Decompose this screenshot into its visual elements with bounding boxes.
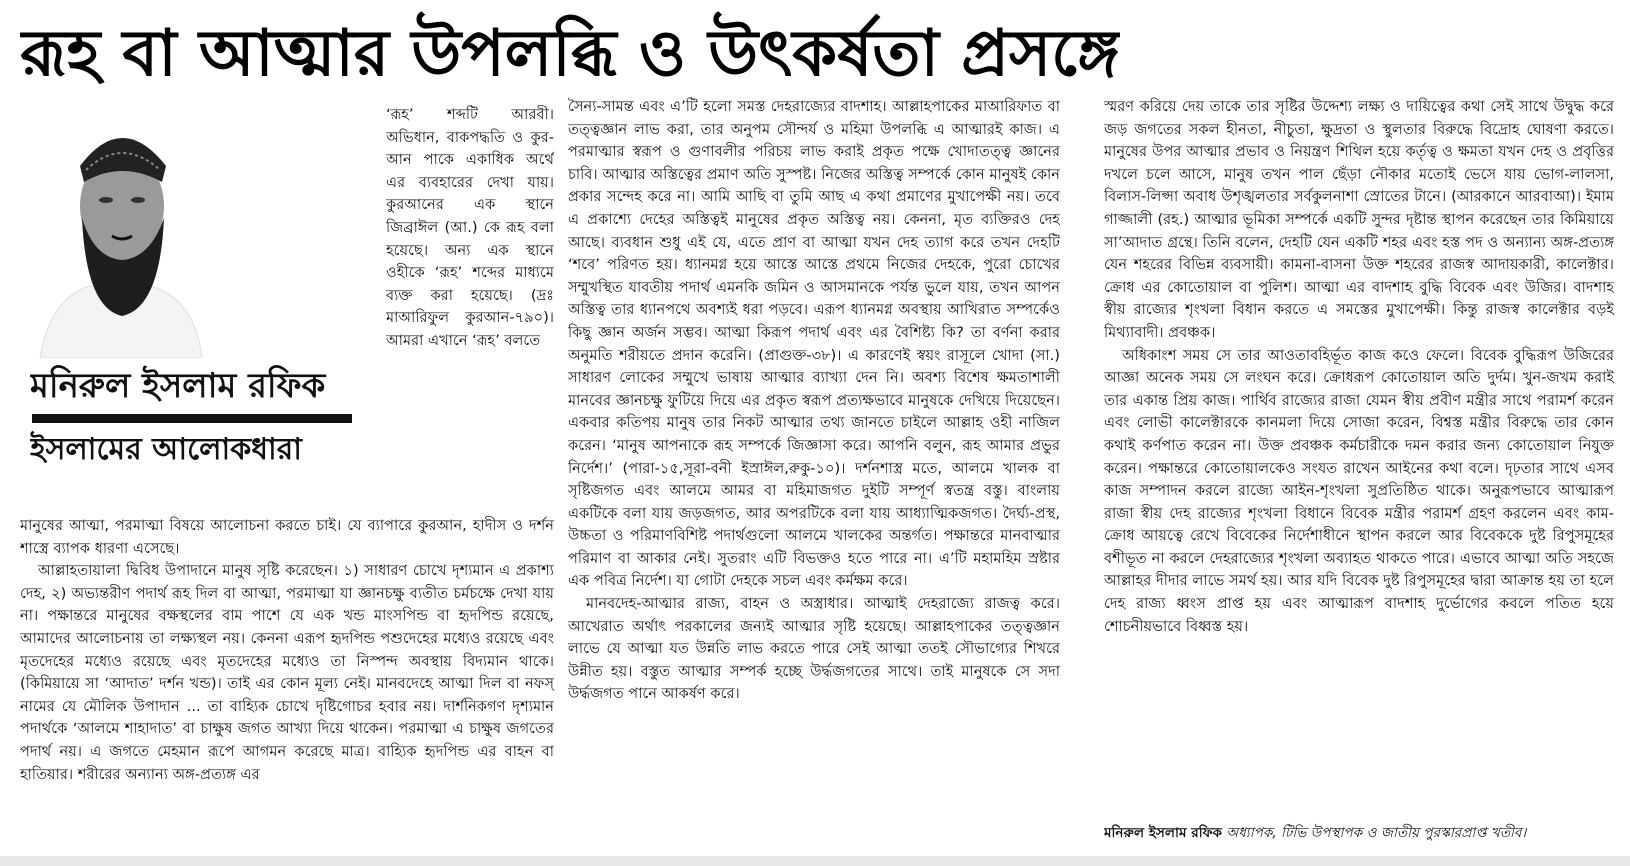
paragraph: আল্লাহতায়ালা দ্বিবিধ উপাদানে মানুষ সৃষ্টি করেছেন। ১) সাধারণ চোখে দৃশ্যমান এ প্রকাশ্য দেহ, ২) অভ্যন্তরীণ পদার্থ রূহ দিল বা আত্মা, পরমাত্মা যা জ্ঞানচক্ষু ব্যতীত চর্মচক্ষে দেখা যায় না। পক্ষান্তরে মানুষের বক্ষস্থলের বাম পাশে যে এক খন্ড মাংসপিন্ড বা হৃদপিন্ড রয়েছে, আমাদের আলোচনায় তা লক্ষ্যস্থল নয়। কেননা এরূপ হৃদপিন্ড পশুদেহের মধ্যেও রয়েছে এবং মৃতদেহের মধ্যেও রয়েছে এবং মৃতদেহের মধ্যেও তা নিস্পন্দ অবস্থায় বিদ্যমান থাকে। (কিমিয়ায়ে সা ‘আদাত’ দর্শন খন্ড)। তাই এর কোন মূল্য নেই। মানবদেহে আত্মা দিল বা নফস্ নামের যে মৌলিক উপাদান ... তা বাহ্যিক চোখে দৃষ্টিগোচর হবার নয়। দার্শনিকগণ দৃশ্যমান পদার্থকে ‘আলমে শাহাদাত’ বা চাক্ষুষ জগত আখ্যা দিয়ে থাকেন। পরমাত্মা এ চাক্ষুষ জগতের পদার্থ নয়। এ জগতে মেহমান রূপে আগমন করেছে মাত্র। বাহ্যিক হৃদপিন্ড এর বাহন বা হাতিয়ার। শরীরের অন্যান্য অঙ্গ-প্রত্যঙ্গ এর — [20, 562, 554, 783]
paragraph: মানুষের আত্মা, পরমাত্মা বিষয়ে আলোচনা করতে চাই। যে ব্যাপারে কুরআন, হাদীস ও দর্শন শাস্ত্রে ব্যাপক ধারণা এসেছে। — [20, 517, 554, 557]
paragraph: সৈন্য-সামন্ত এবং এ’টি হলো সমস্ত দেহরাজ্যের বাদশাহ। আল্লাহপাকের মাআরিফাত বা তত্ত্বজ্ঞান লাভ করা, তার অনুপম সৌন্দর্য ও মহিমা উপলব্ধি এ আত্মারই কাজ। এ পরমাত্মার স্বরূপ ও গুণাবলীর পরিচয় লাভ করাই প্রকৃত পক্ষে খোদাতত্ত্ব জ্ঞানের চাবি। আত্মার অস্তিত্বের প্রমাণ অতি সুস্পষ্ট। নিজের অস্তিত্ব সম্পর্কে কোন মানুষই কোন প্রকার সন্দেহ করে না। আমি আছি বা তুমি আছ এ কথা প্রমাণের মুখাপেক্ষী নয়। তবে এ প্রকাশ্যে দেহের অস্তিত্বই মানুষের প্রকৃত অস্তিত্ব নয়। কেননা, মৃত ব্যক্তিরও দেহ আছে। ব্যবধান শুধু এই যে, এতে প্রাণ বা আত্মা যখন দেহ ত্যাগ করে তখন দেহটি ‘শবে’ পরিণত হয়। ধ্যানমগ্ন হয়ে আস্তে আস্তে প্রথমে নিজের দেহকে, পুরো চোখের সম্মুখস্থিত যাবতীয় পদার্থ এমনকি জমিন ও আসমানকে পর্যন্ত ভুলে যায়, তখন আপন অস্তিত্ব তার ধ্যানপথে অবশ্যই ধরা পড়বে। এরূপ ধ্যানমগ্ন অবস্থায় আখিরাত সম্পর্কেও কিছু জ্ঞান অর্জন সম্ভব। আত্মা কিরূপ পদার্থ এবং এর বৈশিষ্ট্য কি? তা বর্ণনা করার অনুমতি শরীয়তে প্রদান করেনি। (প্রাগুক্ত-৩৮)। এ কারণেই স্বয়ং রাসূলে খোদা (সা.) সাধারণ লোকের সম্মুখে ভাষায় আত্মার ব্যাখ্যা দেন নি। অবশ্য বিশেষ ক্ষমতাশালী মানবের জ্ঞানচক্ষু ফুটিয়ে দিয়ে এর প্রকৃত স্বরূপ প্রত্যক্ষভাবে মানুষকে দেখিয়ে দিয়েছেন। একবার কতিপয় মানুষ তার নিকট আত্মার তথ্য জানতে চাইলে আল্লাহ ওহী নাজিল করেন। ‘মানুষ আপনাকে রূহ সম্পর্কে জিজ্ঞাসা করে। আপনি বলুন, রূহ আমার প্রভুর নির্দেশ।’ (পারা-১৫,সূরা-বনী ইস্রাঈল,রুকু-১০)। দর্শনশাস্ত্র মতে, আলমে খালক বা সৃষ্টিজগত এবং আলমে আমর বা মহিমাজগত দুইটি সম্পূর্ণ স্বতন্ত্র বস্তু। বাংলায় একটিকে বলা যায় জড়জগত, আর অপরটিকে বলা যায় আধ্যাত্মিকজগত। দৈর্ঘ্য-প্রস্থ, উচ্চতা ও পরিমাণবিশিষ্ট পদার্থগুলো আলমে খালকের অন্তর্গত। পক্ষান্তরে মানবাত্মার পরিমাণ বা আকার নেই। সুতরাং এটি বিভক্তও হতে পারে না। এ’টি মহামহিম স্রষ্টার এক পবিত্র নির্দেশ। যা গোটা দেহকে সচল এবং কর্মক্ষম করে। — [568, 98, 1060, 590]
author-bio-name: মনিরুল ইসলাম রফিক — [1104, 825, 1223, 841]
paragraph: স্মরণ করিয়ে দেয় তাকে তার সৃষ্টির উদ্দেশ্য লক্ষ্য ও দায়িত্বের কথা সেই সাথে উদ্বুদ্ধ করে জড় জগতের সকল হীনতা, নীচুতা, ক্ষুদ্রতা ও স্থুলতার বিরুদ্ধে বিদ্রোহ ঘোষণা করতে। মানুষের উপর আত্মার প্রভাব ও নিয়ন্ত্রণ শিথিল হয়ে কর্তৃত্ব ও ক্ষমতা যখন দেহ ও প্রবৃত্তির দখলে চলে আসে, মানুষ তখন পাল ছেঁড়া নৌকার মতোই ভেসে যায় ভোগ-লালসা, বিলাস-লিপ্সা অবাধ উশৃঙ্খলতার সর্বকুলনাশা স্রোতের টানে। (আরকানে আরবাআ)। ইমাম গাজ্জালী (রহ.) আত্মার ভূমিকা সম্পর্কে একটি সুন্দর দৃষ্টান্ত স্থাপন করেছেন তার কিমিয়ায়ে সা’আদাত গ্রন্থে। তিনি বলেন, দেহটি যেন একটি শহর এবং হস্ত পদ ও অন্যান্য অঙ্গ-প্রত্যঙ্গ যেন শহরের বিভিন্ন ব্যবসায়ী। কামনা-বাসনা উক্ত শহরের রাজস্ব আদায়কারী, কালেক্টার। ক্রোধ এর কোতোয়াল বা পুলিশ। আত্মা এর বাদশাহ বুদ্ধি বিবেক এবং উজির। বাদশাহ স্বীয় রাজ্যের শৃংখলা বিধান করতে এ সমস্তের মুখাপেক্ষী। কিন্তু রাজস্ব কালেক্টার বড়ই মিথ্যাবাদী। প্রবঞ্চক। — [1104, 98, 1614, 341]
paragraph: অধিকাংশ সময় সে তার আওতাবহির্ভূত কাজ কওে ফেলে। বিবেক বুদ্ধিরূপ উজিরের আজ্ঞা অনেক সময় সে লংঘন করে। ক্রোধরূপ কোতোয়াল অতি দুর্দম। খুন-জখম করাই তার একান্ত প্রিয় কাজ। পার্থিব রাজ্যের রাজা যেমন স্বীয় প্রবীণ মন্ত্রীর সাথে পরামর্শ করেন এবং লোভী কালেক্টারকে কানমলা দিয়ে সোজা করেন, বিশ্বস্ত মন্ত্রীর বিরুদ্ধে তার কোন কথাই কর্ণপাত করেন না। উক্ত প্রবঞ্চক কর্মচারীকে দমন করার জন্য কোতোয়াল নিযুক্ত করেন। পক্ষান্তরে কোতোয়ালকেও সংযত রাখেন আইনের কথা বলে। দৃঢ়তার সাথে এসব কাজ সম্পাদন করলে রাজ্যে আইন-শৃংখলা সুপ্রতিষ্ঠিত থাকে। অনুরূপভাবে আত্মারূপ রাজা স্বীয় দেহ রাজ্যের শৃংখলা বিধানে বিবেক মন্ত্রীর পরামর্শ গ্রহণ করলেন এবং কাম-ক্রোধ আয়ত্বে রেখে বিবেকের নির্দেশাধীনে স্থাপন করলে আর বিবেককে দুষ্ট রিপুসমূহের বশীভূত না করলে দেহরাজ্যের শৃংখলা অব্যাহত থাকতে পারে। এভাবে আত্মা অতি সহজে আল্লাহর দীদার লাভে সমর্থ হয়। আর যদি বিবেক দুষ্ট রিপুসমূহের দ্বারা আক্রান্ত হয় তা হলে দেহ রাজ্য ধ্বংস প্রাপ্ত হয় এবং আত্মারূপ বাদশাহ দুর্ভোগের কবলে পতিত হয়ে শোচনীয়ভাবে বিধ্বস্ত হয়। — [1104, 346, 1614, 635]
author-divider — [32, 414, 352, 423]
paragraph: মানবদেহ-আত্মার রাজ্য, বাহন ও অস্ত্রাধার। আত্মাই দেহরাজ্যে রাজত্ব করে। আখেরাত অর্থাৎ পরকালের জন্যই আত্মার সৃষ্টি হয়েছে। আল্লাহপাকের তত্ত্বজ্ঞান লাভে যে আত্মা যত উন্নতি লাভ করতে পারে সেই আত্মা ততই সৌভাগ্যের শিখরে উন্নীত হয়। বস্তুত আত্মার সম্পর্ক হচ্ছে উর্দ্ধজগতের সাথে। তাই মানুষকে সে সদা উর্দ্ধজগত পানে আকর্ষণ করে। — [568, 595, 1060, 703]
article-column-2 — [568, 96, 1060, 856]
headline: রূহ বা আত্মার উপলব্ধি ও উৎকর্ষতা প্রসঙ্গে — [20, 17, 1120, 91]
author-bio-text: অধ্যাপক, টিভি উপস্থাপক ও জাতীয় পুরস্কারপ্রাপ্ত খতীব। — [1222, 825, 1527, 841]
article-column-1-bottom — [20, 515, 554, 850]
article-column-1-top — [386, 104, 554, 522]
paragraph: ‘রূহ’ শব্দটি আরবী। অভিধান, বাকপদ্ধতি ও কুর-আন পাকে একাধিক অর্থে এর ব্যবহারের দেখা যায়। কুরআনের এক স্থানে জিব্রাঈল (আ.) কে রূহ বলা হয়েছে। অন্য এক স্থানে ওহীকে ‘রূহ’ শব্দের মাধ্যমে ব্যক্ত করা হয়েছে। (দ্রঃ মাআরিফুল কুরআন-৭৯০)। আমরা এখানে ‘রূহ’ বলতে — [386, 106, 554, 349]
author-name: মনিরুল ইসলাম রফিক — [30, 366, 326, 406]
column-title: ইসলামের আলোকধারা — [30, 432, 302, 467]
author-bio — [1104, 820, 1614, 846]
article-column-3 — [1104, 96, 1614, 856]
page-bottom-rule — [0, 856, 1630, 866]
author-portrait-icon — [30, 108, 210, 358]
